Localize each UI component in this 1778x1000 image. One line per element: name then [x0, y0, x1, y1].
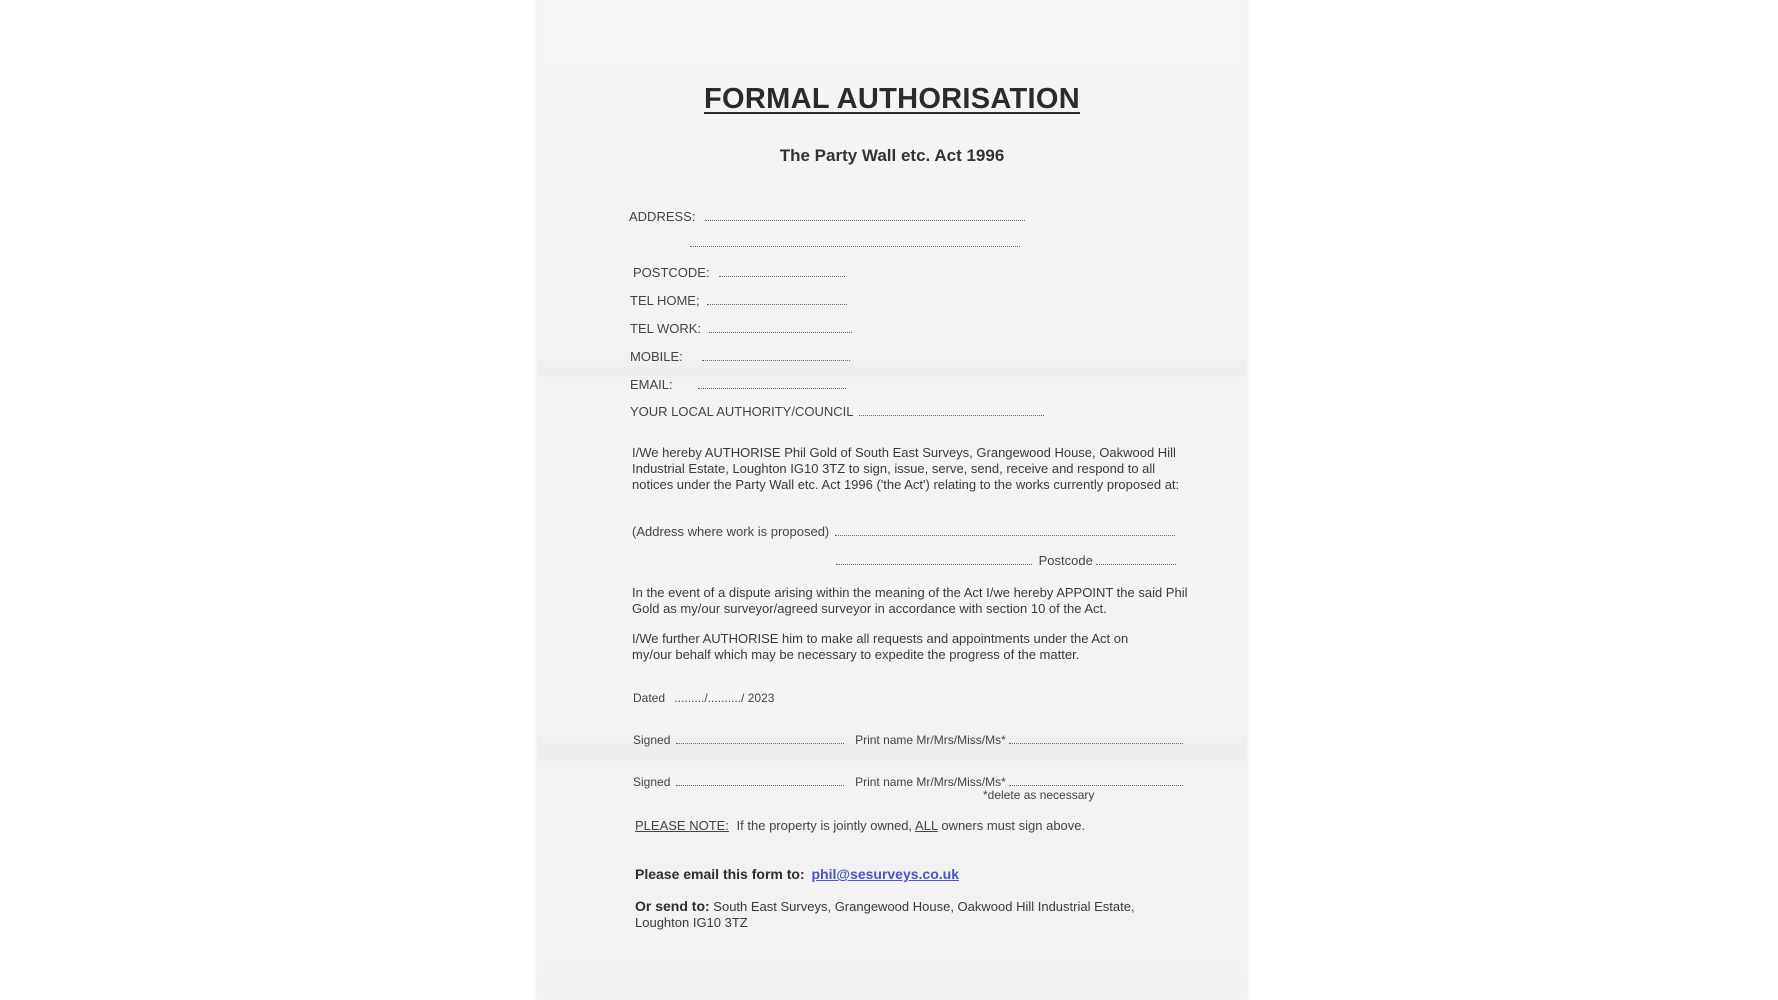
- form-title: FORMAL AUTHORISATION: [704, 83, 1080, 115]
- postal-instruction-label: Or send to:: [635, 898, 710, 914]
- dated-field: [633, 691, 774, 705]
- please-note-text-end: owners must sign above.: [941, 818, 1086, 833]
- tel-home-line: [707, 294, 847, 305]
- email-field: [630, 377, 846, 392]
- postcode-line: [719, 266, 845, 277]
- dated-value: ........./........../ 2023: [674, 691, 775, 705]
- print-name-line: [1009, 775, 1183, 786]
- address-label: ADDRESS:: [629, 209, 696, 224]
- please-note-label: PLEASE NOTE:: [635, 818, 729, 833]
- delete-note: *delete as necessary: [983, 788, 1095, 802]
- work-address-line-2: [836, 554, 1032, 565]
- print-name-label: Print name Mr/Mrs/Miss/Ms*: [855, 775, 1006, 789]
- print-name-label: Print name Mr/Mrs/Miss/Ms*: [855, 733, 1006, 747]
- email-label: EMAIL:: [630, 377, 673, 392]
- tel-work-label: TEL WORK:: [630, 321, 702, 336]
- signature-line: [676, 775, 844, 786]
- address-line-2: [690, 236, 1020, 247]
- document-page: [537, 0, 1247, 1000]
- email-instruction: [635, 866, 959, 882]
- work-address-field: [632, 524, 1175, 539]
- work-address-line: [835, 525, 1175, 536]
- please-note-text: If the property is jointly owned,: [736, 818, 913, 833]
- print-name-line: [1009, 733, 1183, 744]
- postal-instruction: [635, 898, 1155, 931]
- please-note: [635, 818, 1085, 833]
- signature-row-2: [633, 775, 1183, 789]
- tel-home-label: TEL HOME;: [630, 293, 700, 308]
- address-field-line-2: [690, 234, 1020, 252]
- work-postcode-label: Postcode: [1038, 553, 1093, 568]
- further-authorise-paragraph: I/We further AUTHORISE him to make all requests and appointments under the Act on my/our behalf which may be necessary to expedite the progress of the matter.: [632, 631, 1129, 662]
- signature-row-1: [633, 733, 1183, 747]
- work-postcode-field: [836, 553, 1176, 568]
- tel-home-field: [630, 293, 847, 308]
- mobile-line: [702, 350, 850, 361]
- email-link[interactable]: phil@sesurveys.co.uk: [811, 866, 959, 882]
- form-subtitle: The Party Wall etc. Act 1996: [779, 146, 1005, 165]
- signed-label: Signed: [633, 733, 671, 747]
- council-field: [630, 404, 1044, 419]
- postal-address: South East Surveys, Grangewood House, Oakwood Hill Industrial Estate, Loughton IG10 3TZ: [635, 899, 1135, 930]
- council-line: [859, 405, 1044, 416]
- work-postcode-line: [1096, 554, 1176, 565]
- mobile-label: MOBILE:: [630, 349, 683, 364]
- appoint-paragraph: In the event of a dispute arising within the meaning of the Act I/we hereby APPOINT the said Phil Gold as my/our surveyor/agreed surveyor in accordance with section 10 of the Act.: [632, 585, 1188, 616]
- mobile-field: [630, 349, 850, 364]
- signature-line: [676, 733, 844, 744]
- tel-work-line: [709, 322, 852, 333]
- address-line-1: [705, 210, 1025, 221]
- signed-label: Signed: [633, 775, 671, 789]
- please-note-all: ALL: [915, 818, 938, 833]
- postcode-field: [633, 265, 845, 280]
- email-line: [698, 378, 846, 389]
- council-label: YOUR LOCAL AUTHORITY/COUNCIL: [630, 404, 853, 419]
- dated-label: Dated: [633, 691, 666, 705]
- address-field: [629, 209, 1025, 224]
- postcode-label: POSTCODE:: [633, 265, 710, 280]
- authorise-paragraph: I/We hereby AUTHORISE Phil Gold of South East Surveys, Grangewood House, Oakwood Hill Industrial Estate, Loughton IG10 3TZ to sign, issue, serve, send, receive and respond to all notices under the Party Wall etc. Act 1996 ('the Act') relating to the works currently proposed at:: [632, 445, 1180, 492]
- work-address-label: (Address where work is proposed): [632, 524, 830, 539]
- tel-work-field: [630, 321, 852, 336]
- email-instruction-label: Please email this form to:: [635, 866, 805, 882]
